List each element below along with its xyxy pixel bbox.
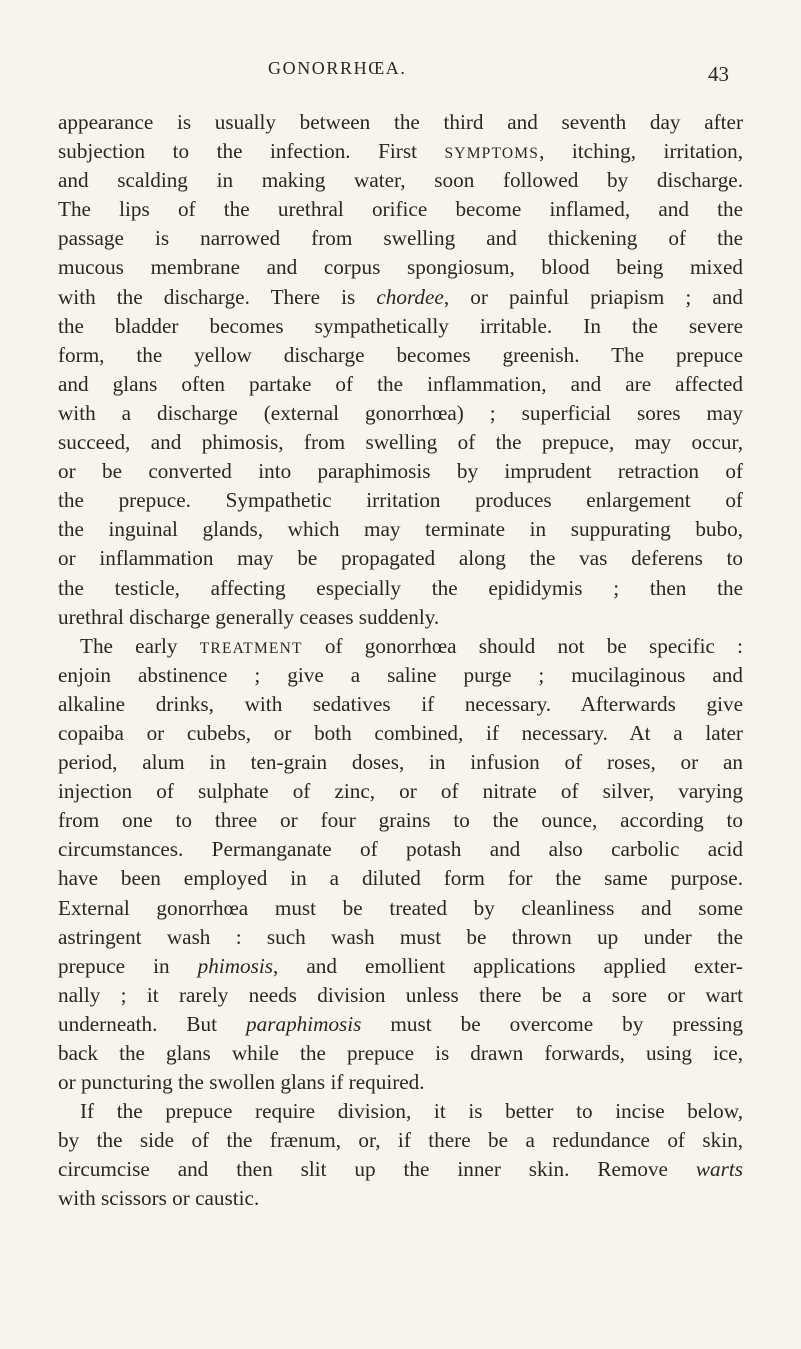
text-line: underneath. But paraphimosis must be overcome by pressing	[58, 1011, 743, 1036]
small-caps-term: SYMPTOMS	[444, 145, 540, 163]
text-line: by the side of the frænum, or, if there be a redundance of skin,	[58, 1128, 743, 1153]
text-line: astringent wash : such wash must be thrown up under the	[58, 924, 743, 949]
text-line: with a discharge (external gonorrhœa) ; superficial sores may	[58, 400, 743, 425]
text-line: the inguinal glands, which may terminate in suppurating bubo,	[58, 517, 743, 542]
body-text	[58, 108, 743, 1214]
page-number: 43	[708, 62, 729, 86]
text-line: with scissors or caustic.	[58, 1186, 260, 1211]
text-line: copaiba or cubebs, or both combined, if necessary. At a later	[58, 720, 743, 745]
text-line: If the prepuce require division, it is better to incise below,	[80, 1099, 743, 1124]
text-line: or inflammation may be propagated along the vas deferens to	[58, 546, 743, 571]
text-line: External gonorrhœa must be treated by cleanliness and some	[58, 895, 743, 920]
text-line: passage is narrowed from swelling and thickening of the	[58, 226, 743, 251]
running-title: GONORRHŒA.	[268, 58, 407, 78]
text-line: mucous membrane and corpus spongiosum, blood being mixed	[58, 255, 743, 280]
text-line: from one to three or four grains to the ounce, according to	[58, 808, 743, 833]
text-line: prepuce in phimosis, and emollient applications applied exter-	[58, 953, 743, 978]
text-line: circumcise and then slit up the inner skin. Remove warts	[58, 1157, 743, 1182]
italic-term: phimosis	[197, 953, 274, 978]
text-line: The lips of the urethral orifice become inflamed, and the	[58, 197, 743, 222]
text-line: succeed, and phimosis, from swelling of the prepuce, may occur,	[58, 430, 743, 455]
text-line: enjoin abstinence ; give a saline purge ; mucilaginous and	[58, 662, 743, 687]
italic-term: paraphimosis	[246, 1011, 362, 1036]
text-line: back the glans while the prepuce is drawn forwards, using ice,	[58, 1041, 743, 1065]
italic-term: chordee	[376, 284, 444, 309]
text-line: and scalding in making water, soon followed by discharge.	[58, 168, 743, 193]
text-line: injection of sulphate of zinc, or of nitrate of silver, varying	[58, 779, 743, 804]
text-line: urethral discharge generally ceases suddenly.	[58, 604, 440, 629]
text-line: have been employed in a diluted form for the same purpose.	[58, 866, 743, 891]
text-line: and glans often partake of the inflammation, and are affected	[58, 371, 743, 396]
text-line: or be converted into paraphimosis by imprudent retraction of	[58, 459, 743, 484]
text-line: nally ; it rarely needs division unless there be a sore or wart	[58, 982, 743, 1007]
text-line: the testicle, affecting especially the epididymis ; then the	[58, 575, 743, 600]
text-line: the prepuce. Sympathetic irritation produces enlargement of	[58, 488, 743, 513]
italic-term: warts	[695, 1157, 743, 1182]
text-line: The early TREATMENT of gonorrhœa should not be specific :	[80, 633, 743, 658]
text-line: form, the yellow discharge becomes greenish. The prepuce	[58, 342, 743, 367]
running-head	[0, 58, 801, 88]
text-line: alkaline drinks, with sedatives if necessary. Afterwards give	[58, 691, 743, 716]
text-line: with the discharge. There is chordee, or painful priapism ; and	[58, 284, 743, 309]
text-line: appearance is usually between the third and seventh day after	[58, 110, 743, 134]
small-caps-term: TREATMENT	[199, 639, 303, 657]
text-line: subjection to the infection. First SYMPTOMS, itching, irritation,	[58, 139, 743, 164]
text-line: or puncturing the swollen glans if required.	[58, 1070, 425, 1095]
text-line: the bladder becomes sympathetically irritable. In the severe	[58, 313, 743, 338]
text-line: circumstances. Permanganate of potash and also carbolic acid	[58, 837, 743, 862]
text-line: period, alum in ten-grain doses, in infusion of roses, or an	[58, 750, 743, 775]
